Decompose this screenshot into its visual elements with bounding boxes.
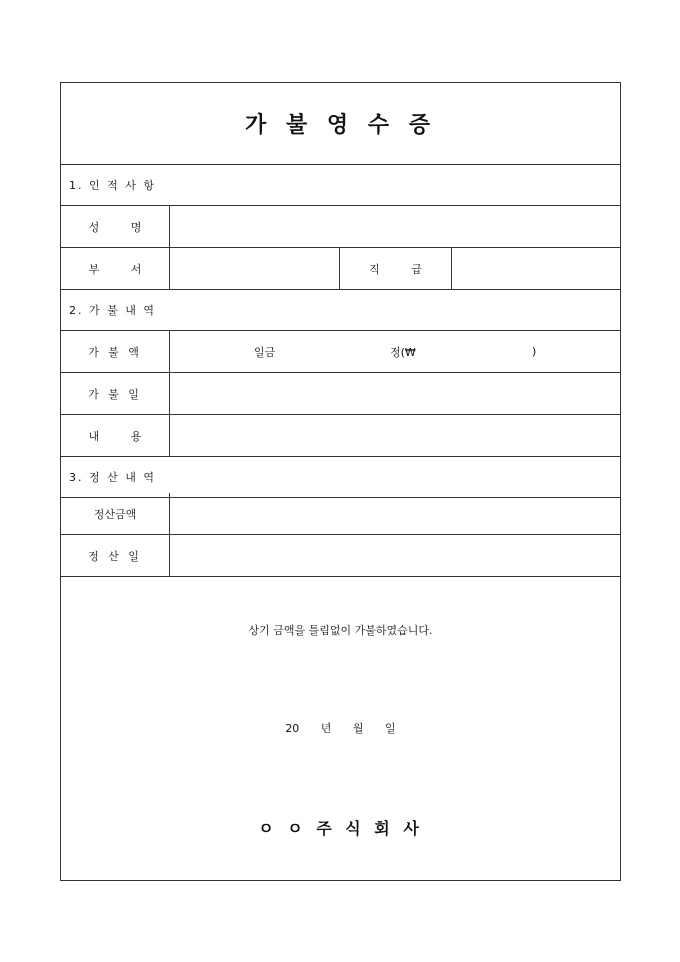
amount-prefix: 일금 [254,345,276,359]
advance-amount-label: 가 불 액 [61,331,170,372]
date-line: 20 년 월 일 [285,722,396,735]
section-settlement-label: 3. 정 산 내 역 [69,471,156,484]
settlement-amount-row [61,493,620,535]
name-row [61,206,620,248]
content-label: 내 용 [61,415,170,456]
section-advance-details [61,290,620,331]
content-row [61,415,620,457]
form-title: 가 불 영 수 증 [245,112,436,138]
title-row [61,83,620,165]
amount-won: 정(₩ [390,345,416,359]
dept-rank-row [61,248,620,290]
settlement-date-row [61,535,620,577]
section-advance-details-label: 2. 가 불 내 역 [69,304,156,317]
amount-close: ) [532,345,537,358]
advance-receipt-form [60,82,621,881]
advance-amount-row [61,331,620,373]
confirmation-statement: 상기 금액을 틀림없이 가불하였습니다. [248,624,433,637]
settlement-amount-label: 정산금액 [61,493,170,534]
confirmation-area [61,576,620,880]
advance-date-row [61,373,620,415]
settlement-date-label: 정 산 일 [61,535,170,576]
section-personal-info-label: 1. 인 적 사 항 [69,179,156,192]
rank-label: 직 급 [339,248,452,289]
section-settlement [61,457,620,498]
section-personal-info [61,165,620,206]
advance-date-label: 가 불 일 [61,373,170,414]
department-label: 부 서 [61,248,170,289]
company-name: ㅇ ㅇ 주 식 회 사 [258,819,423,838]
name-label: 성 명 [61,206,170,247]
